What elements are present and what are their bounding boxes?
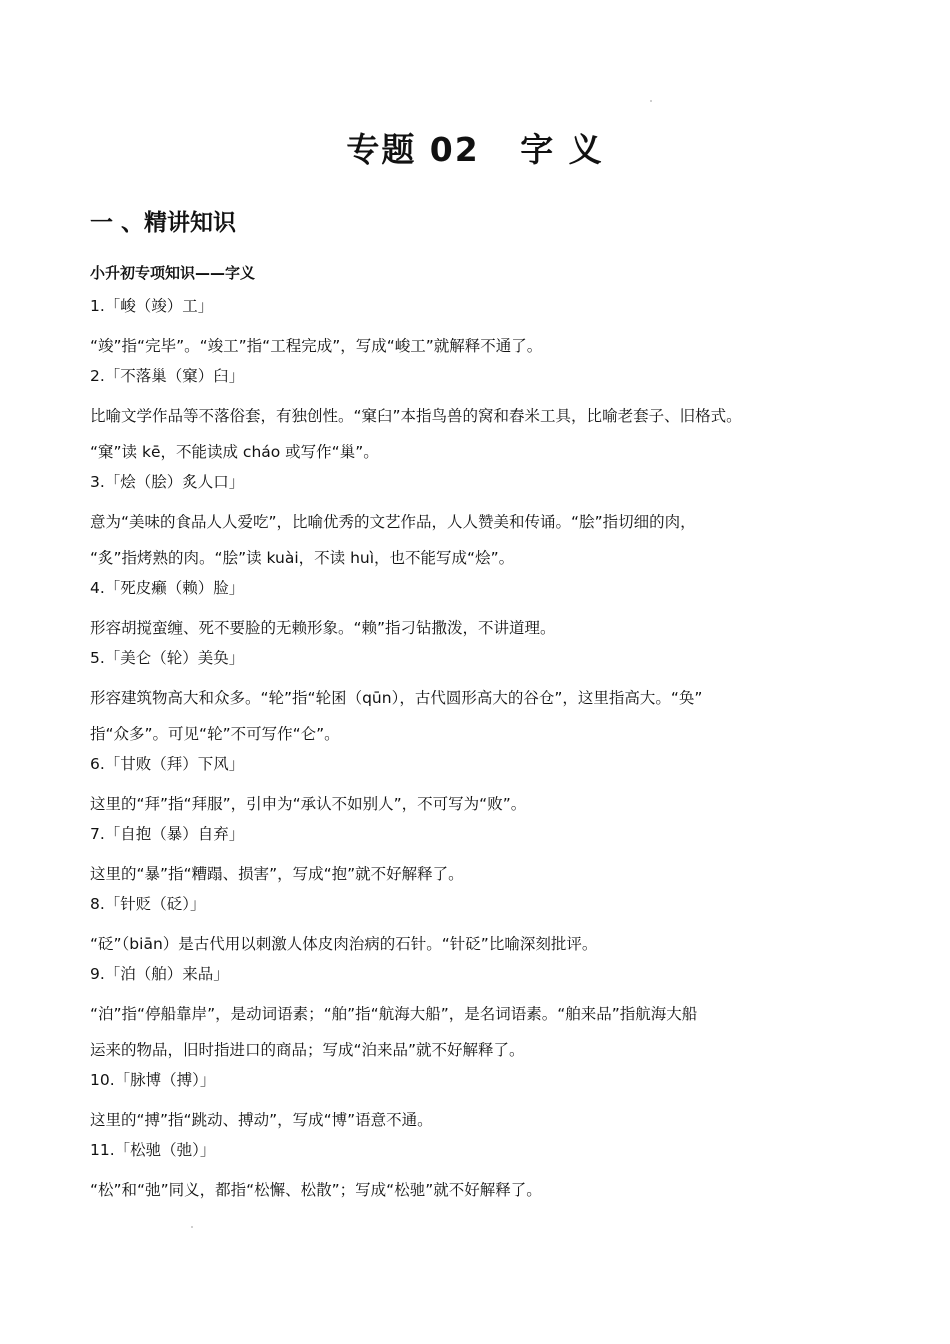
item-heading: 8.「针贬（砭）」 xyxy=(90,895,206,913)
list-item xyxy=(90,1068,870,1138)
item-text-line: 指“众多”。可见“轮”不可写作“仑”。 xyxy=(90,725,340,743)
item-text-line: 运来的物品，旧时指进口的商品；写成“泊来品”就不好解释了。 xyxy=(90,1041,525,1059)
item-text-line: 这里的“搏”指“跳动、搏动”，写成“博”语意不通。 xyxy=(90,1111,433,1129)
item-text-line: “炙”指烤熟的肉。“脍”读 kuài，不读 huì，也不能写成“烩”。 xyxy=(90,549,515,567)
item-heading: 5.「美仑（轮）美奂」 xyxy=(90,649,245,667)
item-text-line: 形容胡搅蛮缠、死不要脸的无赖形象。“赖”指刁钻撒泼，不讲道理。 xyxy=(90,619,556,637)
item-body xyxy=(90,328,870,364)
item-text-line: “松”和“弛”同义，都指“松懈、松散”；写成“松驰”就不好解释了。 xyxy=(90,1181,542,1199)
item-text-line: 比喻文学作品等不落俗套，有独创性。“窠臼”本指鸟兽的窝和舂米工具，比喻老套子、旧格式。 xyxy=(90,407,742,425)
list-item xyxy=(90,822,870,892)
item-body xyxy=(90,1102,870,1138)
list-item xyxy=(90,646,870,752)
item-heading: 4.「死皮癞（赖）脸」 xyxy=(90,579,245,597)
item-body xyxy=(90,610,870,646)
scan-speck xyxy=(650,100,652,102)
page-title: 专题 02 字 义 xyxy=(346,130,604,169)
item-text-line: “泊”指“停船靠岸”，是动词语素；“舶”指“航海大船”，是名词语素。“舶来品”指航海大船 xyxy=(90,1005,698,1023)
item-body xyxy=(90,504,870,576)
item-text-line: 这里的“拜”指“拜服”，引申为“承认不如别人”，不可写为“败”。 xyxy=(90,795,527,813)
item-heading: 1.「峻（竣）工」 xyxy=(90,297,214,315)
list-item xyxy=(90,364,870,470)
item-body xyxy=(90,996,870,1068)
list-item xyxy=(90,470,870,576)
subheading: 小升初专项知识——字义 xyxy=(90,264,256,282)
item-text-line: 形容建筑物高大和众多。“轮”指“轮囷（qūn），古代圆形高大的谷仓”，这里指高大。“奂” xyxy=(90,689,703,707)
item-text-line: 这里的“暴”指“糟蹋、损害”，写成“抱”就不好解释了。 xyxy=(90,865,464,883)
item-heading: 3.「烩（脍）炙人口」 xyxy=(90,473,245,491)
list-item xyxy=(90,576,870,646)
item-heading: 10.「脉博（搏）」 xyxy=(90,1071,216,1089)
item-text-line: “窠”读 kē，不能读成 cháo 或写作“巢”。 xyxy=(90,443,379,461)
item-body xyxy=(90,856,870,892)
item-heading: 2.「不落巢（窠）臼」 xyxy=(90,367,245,385)
list-item xyxy=(90,962,870,1068)
item-body xyxy=(90,926,870,962)
list-item xyxy=(90,752,870,822)
item-heading: 11.「松驰（弛）」 xyxy=(90,1141,216,1159)
item-text-line: “砭”（biān）是古代用以刺激人体皮肉治病的石针。“针砭”比喻深刻批评。 xyxy=(90,935,598,953)
list-item xyxy=(90,1138,870,1208)
item-heading: 7.「自抱（暴）自弃」 xyxy=(90,825,245,843)
item-body xyxy=(90,786,870,822)
item-heading: 9.「泊（舶）来品」 xyxy=(90,965,229,983)
list-item xyxy=(90,294,870,364)
section-heading: 一 、精讲知识 xyxy=(90,210,237,236)
item-body xyxy=(90,680,870,752)
item-text-line: 意为“美味的食品人人爱吃”，比喻优秀的文艺作品，人人赞美和传诵。“脍”指切细的肉， xyxy=(90,513,696,531)
item-body xyxy=(90,398,870,470)
item-body xyxy=(90,1172,870,1208)
scan-speck xyxy=(191,1226,193,1228)
list-item xyxy=(90,892,870,962)
knowledge-list xyxy=(90,294,870,1208)
item-heading: 6.「甘败（拜）下风」 xyxy=(90,755,245,773)
item-text-line: “竣”指“完毕”。“竣工”指“工程完成”，写成“峻工”就解释不通了。 xyxy=(90,337,543,355)
